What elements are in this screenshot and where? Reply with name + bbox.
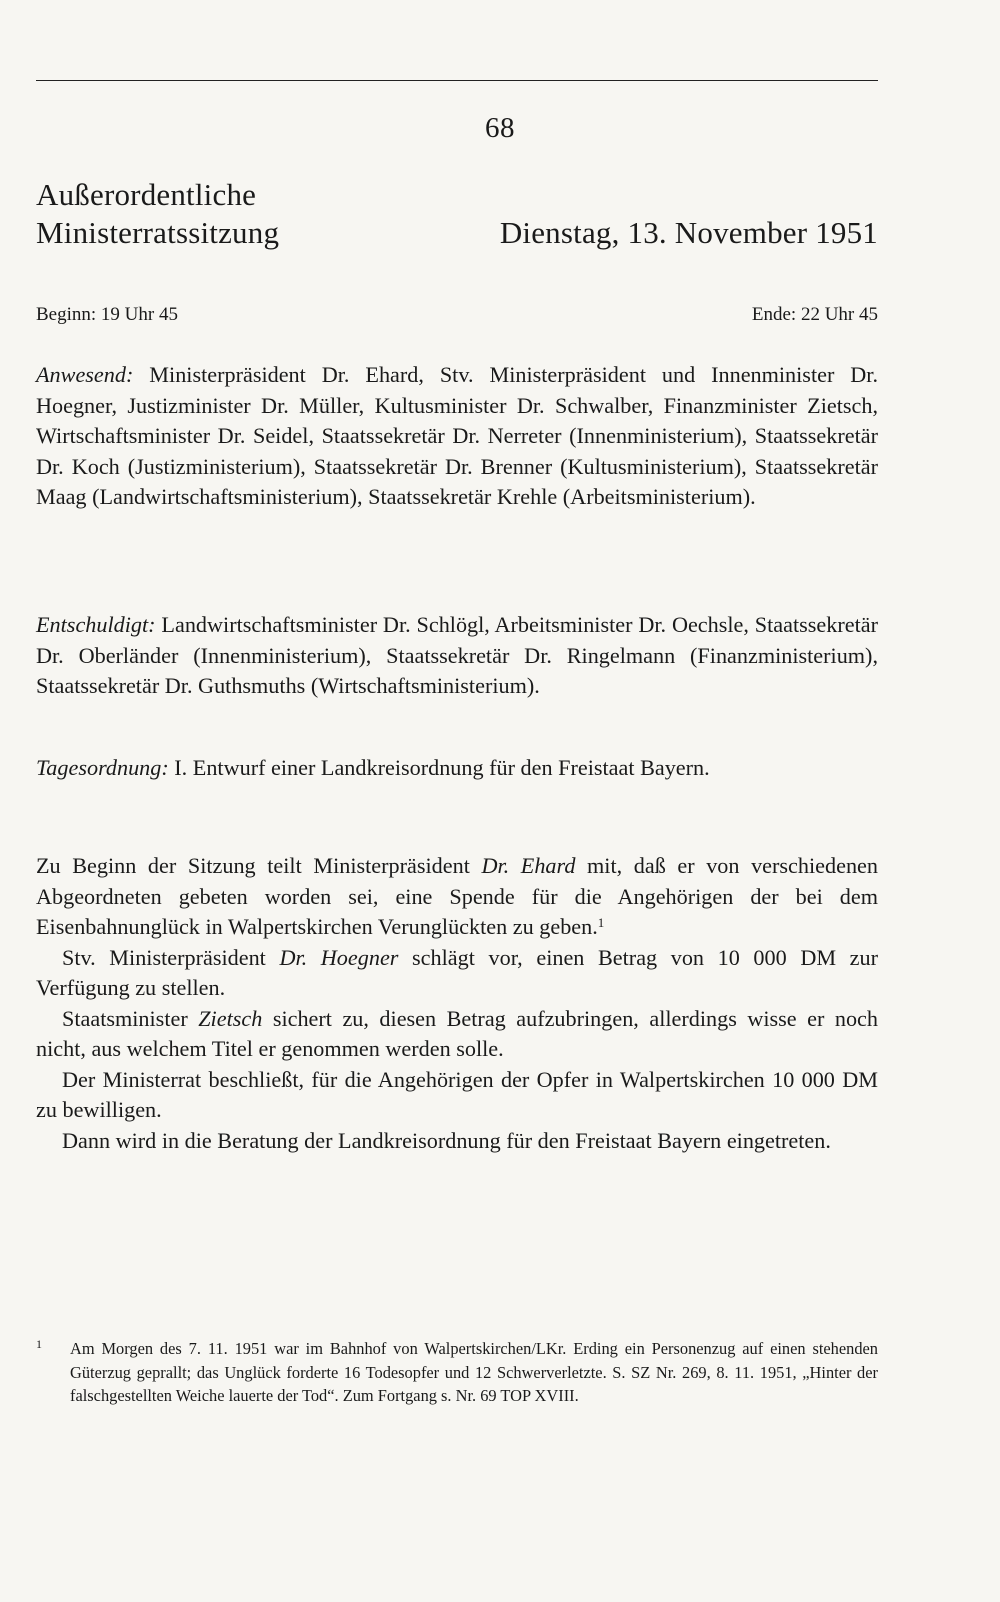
p3-text-before: Staatsminister: [62, 1005, 188, 1031]
proceedings-paragraph-4: Der Ministerrat beschließt, für die Angehörigen der Opfer in Walpertskirchen 10 000 DM zu bewilligen.: [36, 1066, 878, 1122]
header-rule: [36, 80, 878, 81]
agenda-label: Tagesordnung:: [36, 755, 169, 780]
footnote-reference: 1: [597, 915, 605, 930]
p1-text-before: Zu Beginn der Sitzung teilt Ministerpräsident: [36, 853, 470, 878]
excused-list: Landwirtschaftsminister Dr. Schlögl, Arbeitsminister Dr. Oechsle, Staatssekretär Dr. Oberländer (Innenministerium), Staatssekretär Dr. Ringelmann (Finanzministerium), Staatssekretär Dr. Guthsmuths (Wirtschaftsministerium).: [36, 612, 879, 698]
p3-speaker: Zietsch: [198, 1005, 263, 1031]
end-time: Ende: 22 Uhr 45: [751, 304, 878, 325]
footnote-marker: 1: [36, 1337, 42, 1351]
session-title-line-2: Ministerratssitzung: [36, 215, 280, 250]
p2-text-after: schlägt vor, einen Betrag von 10 000 DM zur Verfügung zu stellen.: [36, 944, 879, 1000]
p3-text-after: sichert zu, diesen Betrag aufzubringen, allerdings wisse er noch nicht, aus welchem Titel er genommen werden solle.: [36, 1005, 878, 1061]
begin-time: Beginn: 19 Uhr 45: [36, 304, 178, 325]
session-title: [36, 176, 279, 252]
proceedings-section: [36, 851, 878, 1156]
excused-label: Entschuldigt:: [36, 612, 156, 637]
excused-paragraph: [36, 610, 878, 702]
proceedings-paragraph-5: Dann wird in die Beratung der Landkreisordnung für den Freistaat Bayern eingetreten.: [62, 1127, 831, 1153]
proceedings-paragraph-3: [36, 1004, 878, 1065]
proceedings-paragraph-2: [36, 943, 878, 1004]
footnote: [36, 1337, 878, 1408]
footnote-text: Am Morgen des 7. 11. 1951 war im Bahnhof von Walpertskirchen/LKr. Erding ein Personenzug auf einen stehenden Güterzug geprallt; das Unglück forderte 16 Todesopfer und 12 Schwerverletzte. S. SZ Nr. 269, 8. 11. 1951, „Hinter der falschgestellten Weiche lauerte der Tod“. Zum Fortgang s. Nr. 69 TOP XVIII.: [70, 1339, 878, 1405]
excused-section: [36, 610, 878, 702]
attendance-label: Anwesend:: [36, 362, 134, 387]
p2-speaker: Dr. Hoegner: [279, 944, 399, 970]
agenda-paragraph: [36, 753, 878, 784]
agenda-section: [36, 753, 878, 784]
attendance-section: [36, 360, 878, 513]
attendance-paragraph: [36, 360, 878, 513]
p1-text-after: mit, daß er von verschiedenen Abgeordneten gebeten worden sei, eine Spende für die Angehörigen der bei dem Eisenbahnunglück in Walpertskirchen Verunglückten zu geben.: [36, 853, 878, 939]
p1-speaker: Dr. Ehard: [481, 853, 576, 878]
page-number: 68: [485, 112, 515, 144]
session-date: Dienstag, 13. November 1951: [499, 215, 878, 250]
p2-text-before: Stv. Ministerpräsident: [62, 944, 266, 970]
proceedings-paragraph-1: [36, 851, 878, 943]
attendance-list: Ministerpräsident Dr. Ehard, Stv. Ministerpräsident und Innenminister Dr. Hoegner, Justizminister Dr. Müller, Kultusminister Dr. Schwalber, Finanzminister Zietsch, Wirtschaftsminister Dr. Seidel, Staatssekretär Dr. Nerreter (Innenministerium), Staatssekretär Dr. Koch (Justizministerium), Staatssekretär Dr. Brenner (Kultusministerium), Staatssekretär Maag (Landwirtschaftsministerium), Staatssekretär Krehle (Arbeitsministerium).: [36, 362, 879, 509]
agenda-item: I. Entwurf einer Landkreisordnung für den Freistaat Bayern.: [174, 755, 710, 780]
session-title-line-1: Außerordentliche: [36, 177, 257, 212]
